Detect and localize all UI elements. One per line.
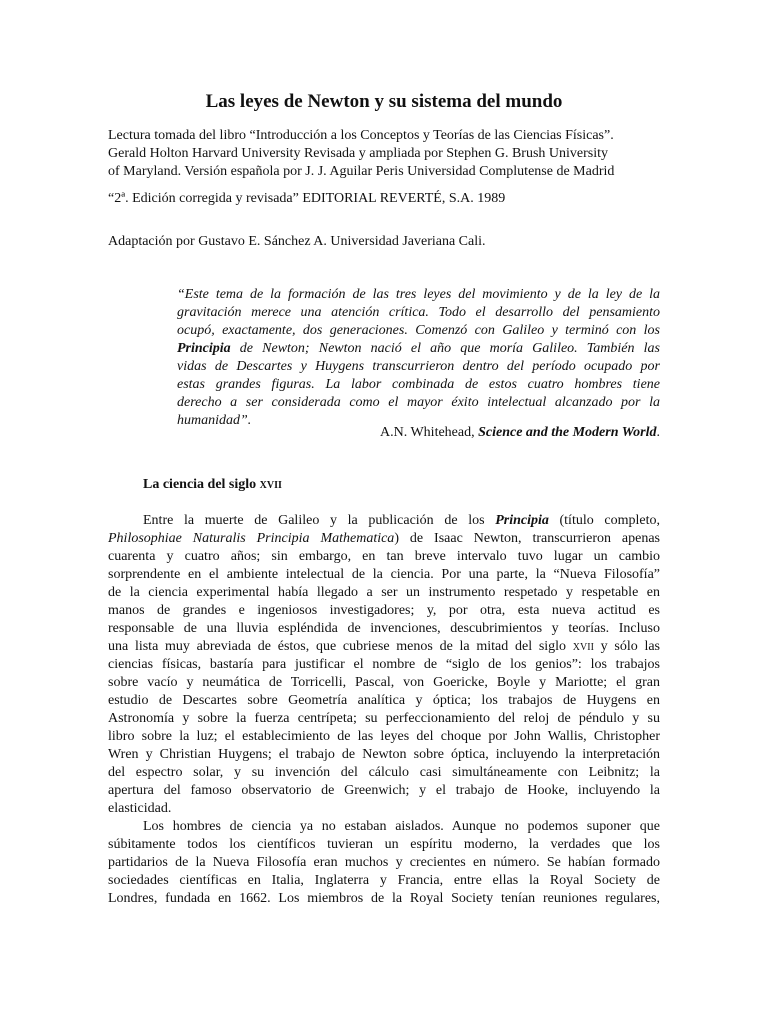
body-line: cuarenta y cuatro años; sin embargo, en tan breve intervalo tuvo lugar un cambio: [108, 549, 660, 564]
quote-line: vidas de Descartes y Huygens transcurrieron dentro del período ocupado por: [177, 359, 660, 374]
body-line: Astronomía y sobre la fuerza centrípeta; su perfeccionamiento del reloj de péndulo y su: [108, 711, 660, 726]
principia-emphasis: Principia: [495, 513, 549, 528]
quote-line: “Este tema de la formación de las tres leyes del movimiento y de la ley de la: [177, 287, 660, 302]
body-line: manos de grandes e ingeniosos investigadores; y, por otra, esta nueva actitud es: [108, 603, 660, 618]
body-text-run: ) de Isaac Newton, transcurrieron apenas: [394, 531, 660, 546]
source-line: Gerald Holton Harvard University Revisada y ampliada por Stephen G. Brush University: [108, 146, 609, 161]
source-info: [108, 127, 668, 181]
body-line: partidarios de la Nueva Filosofía eran muchos y crecientes en número. Se habían formado: [108, 855, 660, 870]
body-line: estudio de Descartes sobre Geometría analítica y óptica; los trabajos de Huygens en: [108, 693, 660, 708]
book-title-italic: Philosophiae Naturalis Principia Mathematica: [108, 531, 395, 546]
body-line: responsable de una lluvia espléndida de invenciones, descubrimientos y teorías. Incluso: [108, 621, 660, 636]
edition-line: “2ª. Edición corregida y revisada” EDITORIAL REVERTÉ, S.A. 1989: [108, 191, 506, 206]
quote-line: gravitación merece una atención crítica. Todo el desarrollo del pensamiento: [177, 305, 660, 320]
quote-line: [177, 340, 660, 358]
body-line: sorprendente en el ambiente intelectual de la ciencia. Por una parte, la “Nueva Filosofía”: [108, 567, 660, 582]
body-text-run: una lista muy abreviada de éstos, que cubriese menos de la mitad del siglo: [108, 639, 573, 654]
century-small-caps: XVII: [572, 642, 594, 653]
body-text: [108, 512, 660, 908]
epigraph-quote: [177, 286, 660, 430]
body-line: de la ciencia experimental había llegado a ser un instrumento respetado y respetable en: [108, 585, 660, 600]
attribution-end: .: [656, 425, 660, 440]
section-heading-century: XVII: [259, 480, 282, 491]
body-line: del espectro solar, y su invención del cálculo casi simultáneamente con Leibnitz; la: [108, 765, 660, 780]
body-line: Londres, fundada en 1662. Los miembros de la Royal Society tenían reuniones regulares,: [108, 891, 660, 906]
body-text-run: (título completo,: [548, 513, 660, 528]
body-text-run: y sólo las: [593, 639, 661, 654]
body-line: sobre vacío y neumática de Torricelli, Pascal, von Goericke, Boyle y Mariotte; el gran: [108, 675, 660, 690]
quote-attribution: [177, 424, 660, 442]
quote-line: derecho a ser considerada como el mayor éxito intelectual alcanzado por la: [177, 395, 660, 410]
body-line: [108, 530, 660, 548]
quote-line: humanidad”.: [177, 413, 252, 428]
section-heading: [143, 476, 282, 495]
attribution-author: A.N. Whitehead,: [380, 425, 479, 440]
body-line: elasticidad.: [108, 801, 172, 816]
body-line: [108, 512, 660, 530]
principia-emphasis: Principia: [177, 341, 231, 356]
quote-line: estas grandes figuras. La labor combinada de estos cuatro hombres tiene: [177, 377, 660, 392]
body-line: [108, 638, 660, 656]
body-line: sociedades científicas en Italia, Inglaterra y Francia, entre ellas la Royal Society de: [108, 873, 660, 888]
adaptation-info: [108, 233, 668, 251]
body-line: Wren y Christian Huygens; el trabajo de Newton sobre óptica, incluyendo la interpretación: [108, 747, 660, 762]
body-line: apertura del famoso observatorio de Greenwich; y el trabajo de Hooke, incluyendo la: [108, 783, 660, 798]
quote-text: de Newton; Newton nació el año que moría Galileo. También las: [230, 341, 660, 356]
source-line: of Maryland. Versión española por J. J. Aguilar Peris Universidad Complutense de Madrid: [108, 164, 615, 179]
quote-line: ocupó, exactamente, dos generaciones. Comenzó con Galileo y terminó con los: [177, 323, 660, 338]
edition-info: [108, 190, 668, 208]
body-line: súbitamente todos los científicos tuvieran un espíritu moderno, la verdades que los: [108, 837, 660, 852]
document-title: Las leyes de Newton y su sistema del mundo: [205, 91, 563, 112]
adaptation-line: Adaptación por Gustavo E. Sánchez A. Universidad Javeriana Cali.: [108, 234, 486, 249]
body-line: ciencias físicas, bastaría para justificar el nombre de “siglo de los genios”: los trabajos: [108, 657, 660, 672]
body-text-run: Entre la muerte de Galileo y la publicación de los: [143, 513, 496, 528]
source-line: Lectura tomada del libro “Introducción a los Conceptos y Teorías de las Ciencias Físicas”.: [108, 128, 614, 143]
body-line: libro sobre la luz; el establecimiento de las leyes del choque por John Wallis, Christopher: [108, 729, 660, 744]
section-heading-text: La ciencia del siglo: [143, 477, 260, 492]
body-line: Los hombres de ciencia ya no estaban aislados. Aunque no podemos suponer que: [143, 819, 660, 834]
attribution-work: Science and the Modern World: [478, 425, 657, 440]
